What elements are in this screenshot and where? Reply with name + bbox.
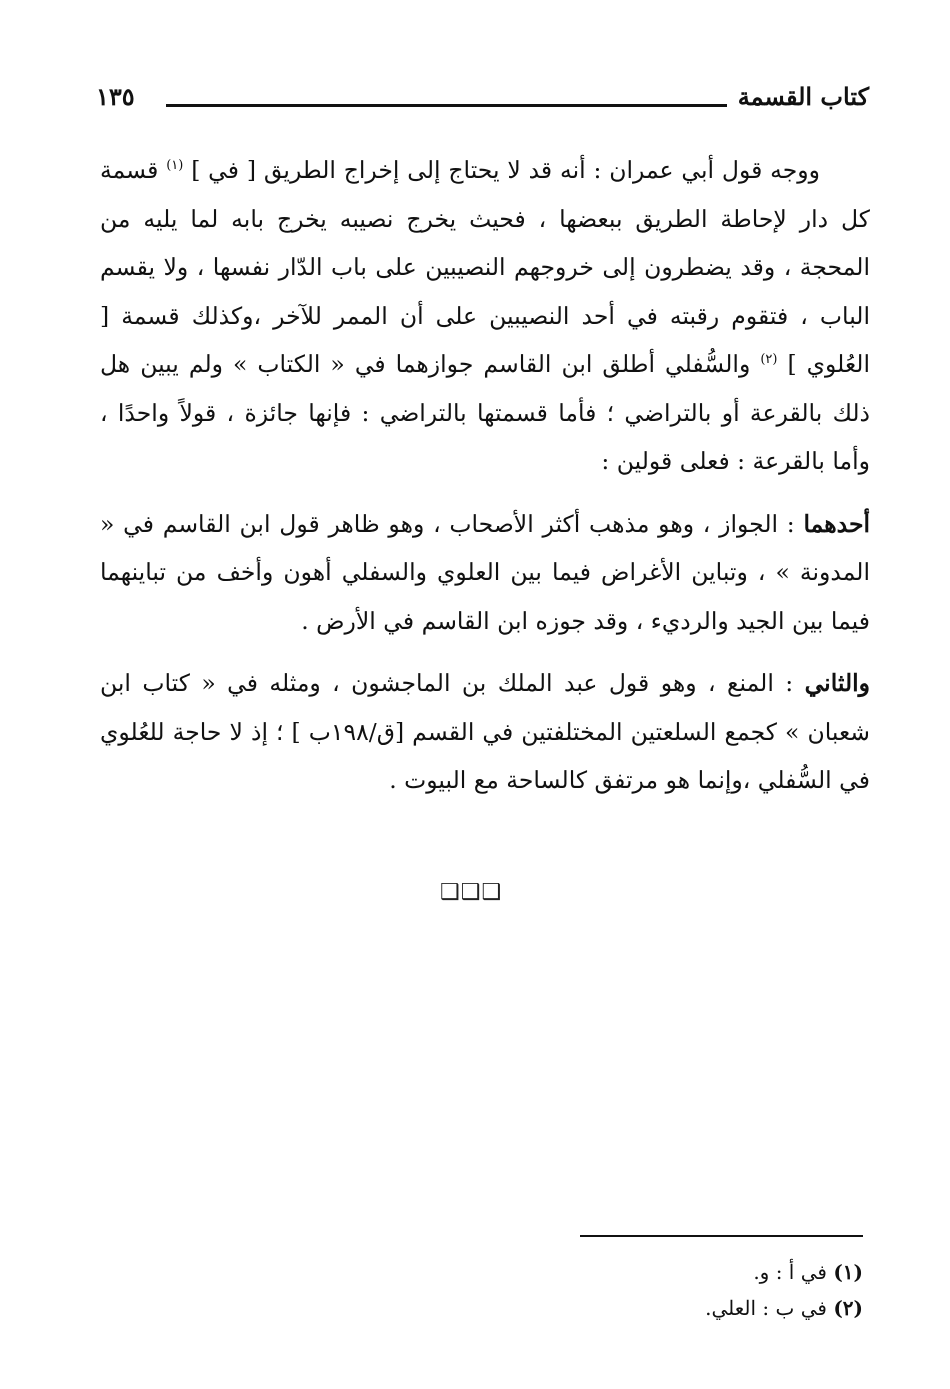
paragraph-1-text-c: والسُّفلي أطلق ابن القاسم جوازهما في « الكتاب » ولم يبين هل ذلك بالقرعة أو بالتراضي ؛ فأما قسمتها بالتراضي : فإنها جائزة ، قولاً واحدًا ، وأما بالقرعة : فعلى قولين : (100, 350, 870, 475)
footnote-2-text: في ب : العلي. (705, 1296, 834, 1320)
paragraph-3-text: : المنع ، وهو قول عبد الملك بن الماجشون ، ومثله في « كتاب ابن شعبان » كجمع السلعتين المختلفتين في القسم [ق/١٩٨ب ] ؛ إذ لا حاجة للعُلوي في السُّفلي ،وإنما هو مرتفق كالساحة مع البيوت . (100, 669, 871, 794)
paragraph-2-text: : الجواز ، وهو مذهب أكثر الأصحاب ، وهو ظاهر قول ابن القاسم في « المدونة » ، وتباين الأغراض فيما بين العلوي والسفلي أهون وأخف من تباينهما فيما بين الجيد والرديء ، وقد جوزه ابن القاسم في الأرض . (100, 509, 870, 635)
footnote-2-number: (٢) (833, 1296, 863, 1320)
main-text (100, 146, 870, 819)
page-number: ١٣٥ (96, 82, 135, 111)
paragraph-2 (100, 500, 870, 646)
running-title: كتاب القسمة (737, 82, 869, 111)
footnote-1 (560, 1254, 863, 1290)
paragraph-1-text-b: قسمة كل دار لإحاطة الطريق ببعضها ، فحيث يخرج نصيبه يخرج بابه لما يليه من المحجة ، وقد يضطرون إلى خروجهم النصيبين على باب الدّار نفسها ، ولا يقسم الباب ، فتقوم رقبته في أحد النصيبين على أن الممر للآخر ،وكذلك قسمة [ العُلوي ] (100, 156, 870, 378)
header-rule (166, 104, 727, 107)
footnotes (560, 1254, 863, 1326)
paragraph-2-lead: أحدهما (803, 509, 870, 538)
footnote-1-text: في أ : و. (753, 1260, 834, 1284)
footnote-2 (560, 1290, 863, 1326)
footnote-1-number: (١) (833, 1260, 863, 1284)
paragraph-1-text-a: ووجه قول أبي عمران : أنه قد لا يحتاج إلى إخراج الطريق [ في ] (183, 156, 820, 184)
paragraph-1 (100, 146, 870, 486)
footnote-ref-2: (٢) (760, 352, 778, 368)
footnote-ref-1: (١) (166, 158, 184, 174)
paragraph-3 (100, 659, 870, 805)
paragraph-3-lead: والثاني (804, 669, 870, 697)
footnote-rule (580, 1235, 863, 1237)
page-header (96, 82, 869, 126)
section-end-ornament: ❑❑❑ (440, 880, 503, 905)
